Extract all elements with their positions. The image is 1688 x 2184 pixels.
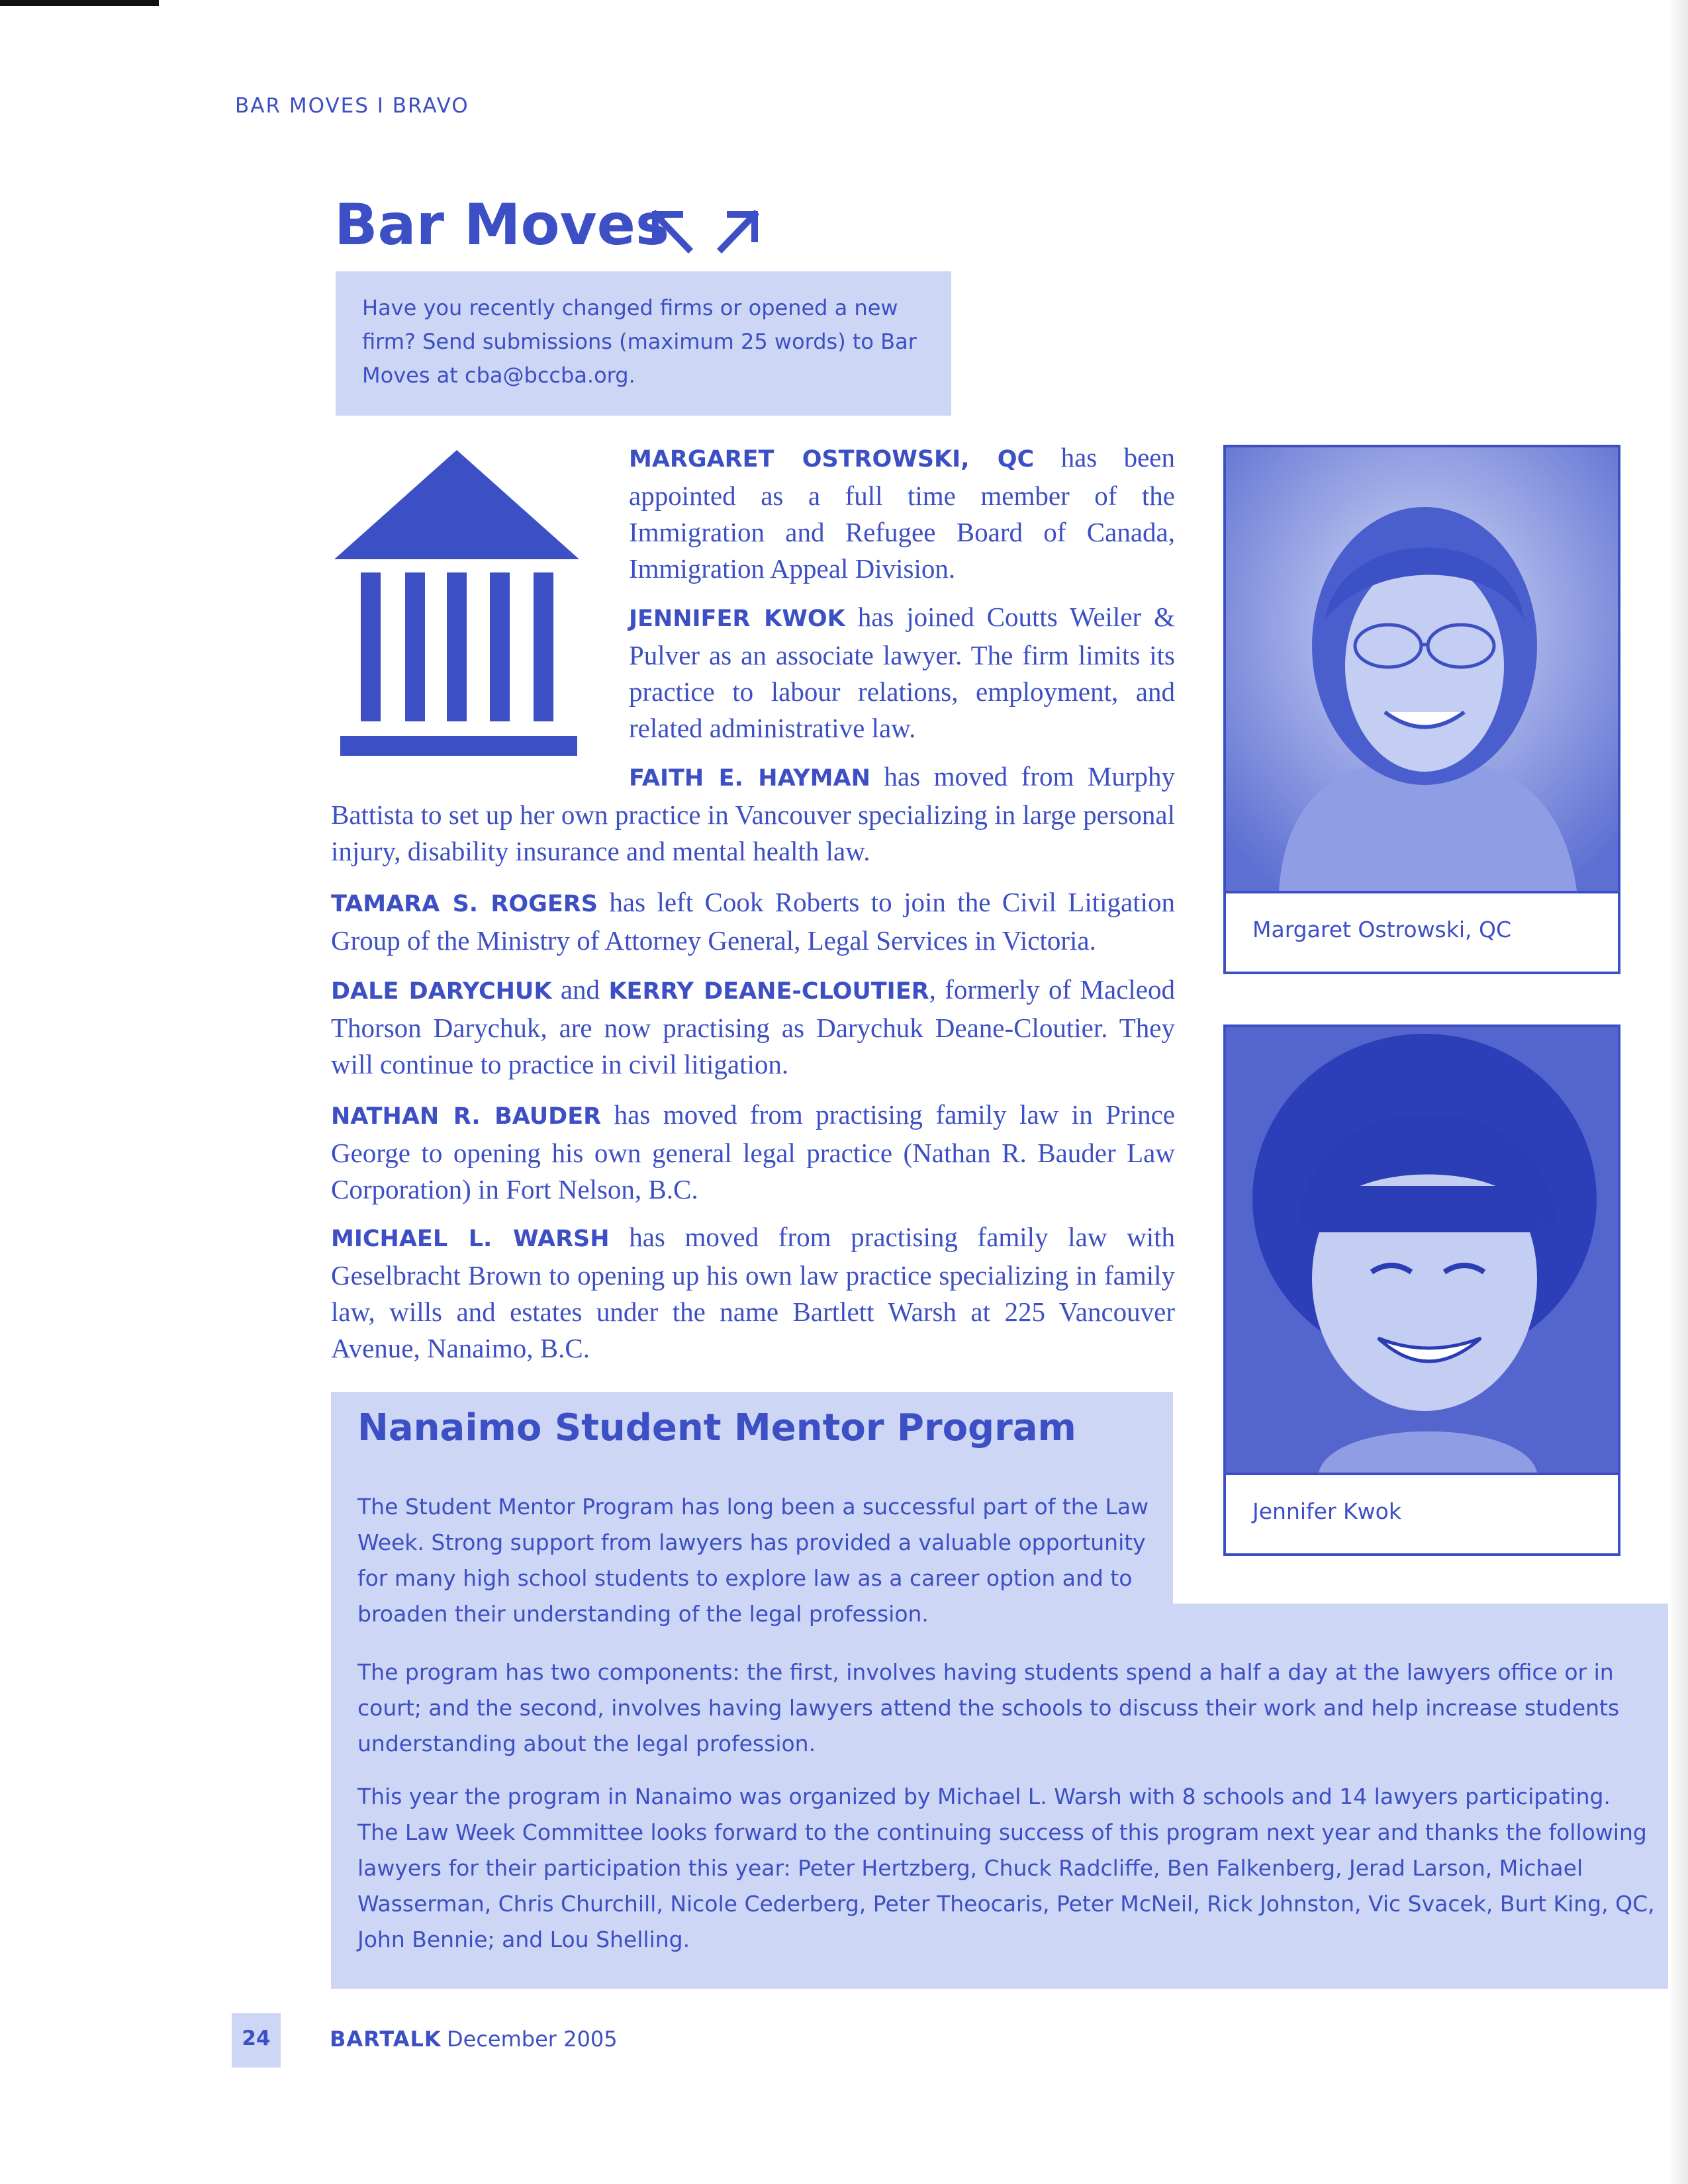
issue-date: December 2005 — [447, 2026, 618, 2052]
move-entry — [331, 972, 1175, 1083]
move-entry — [331, 1219, 1175, 1367]
move-text: has joined Coutts Weiler & Pulver as an associate lawyer. The firm limits its practice to labour relations, employment, and related administrative law. — [629, 602, 1175, 743]
portrait-photo-jennifer — [1223, 1024, 1620, 1556]
lawyer-name: TAMARA S. ROGERS — [331, 891, 598, 917]
photo-caption: Margaret Ostrowski, QC — [1226, 891, 1618, 972]
mentor-title: Nanaimo Student Mentor Program — [357, 1406, 1076, 1449]
lawyer-name: MARGARET OSTROWSKI, QC — [629, 446, 1035, 473]
move-text: has moved from Murphy Battista to set up her own practice in Vancouver specializing in large personal injury, disability insurance and mental health law. — [331, 761, 1175, 866]
lawyer-name: MICHAEL L. WARSH — [331, 1226, 610, 1252]
lawyer-name: JENNIFER KWOK — [629, 606, 845, 632]
move-entry — [331, 758, 1175, 870]
move-entry — [629, 439, 1175, 587]
move-text: has moved from practising family law in Prince George to opening his own general legal practice (Nathan R. Bauder Law Corporation) in Fort Nelson, B.C. — [331, 1099, 1175, 1205]
diagonal-arrows-icon — [642, 203, 774, 262]
mentor-paragraph: The program has two components: the first, involves having students spend a half a day at the lawyers office or in court; and the second, involves having lawyers attend the schools to discuss their work and help increase students understanding about the legal profession. — [357, 1659, 1620, 1756]
lawyer-name: DALE DARYCHUK — [331, 978, 552, 1005]
portrait-image — [1226, 1027, 1618, 1473]
move-entry — [629, 599, 1175, 747]
mentor-paragraph: The Student Mentor Program has long been a successful part of the Law Week. Strong support from lawyers has provided a valuable opportunity for many high school students to explore law as a career option and to broaden their understanding of the legal profession. — [357, 1494, 1149, 1627]
section-label: BAR MOVES I BRAVO — [235, 94, 469, 118]
page-title: Bar Moves — [334, 192, 670, 258]
publication-name: BARTALK — [330, 2026, 442, 2052]
page-edge-shadow — [1668, 0, 1688, 2184]
lawyer-name: FAITH E. HAYMAN — [629, 765, 870, 792]
move-entry — [331, 884, 1175, 959]
portrait-image — [1226, 447, 1618, 891]
lawyer-name-second: KERRY DEANE-CLOUTIER — [608, 978, 929, 1005]
lawyer-name: NATHAN R. BAUDER — [331, 1103, 602, 1130]
move-text: has left Cook Roberts to join the Civil Litigation Group of the Ministry of Attorney General, Legal Services in Victoria. — [331, 887, 1175, 956]
page-number: 24 — [242, 2026, 271, 2050]
mentor-paragraph: This year the program in Nanaimo was organized by Michael L. Warsh with 8 schools and 14 lawyers participating. The Law Week Committee looks forward to the continuing success of this program next year and thanks the following lawyers for their participation this year: Peter Hertzberg, Chuck Radcliffe, Ben Falkenberg, Jerad Larson, Michael Wasserman, Chris Churchill, Nicole Cederberg, Peter Theocaris, Peter McNeil, Rick Johnston, Vic Svacek, Burt King, QC, John Bennie; and Lou Shelling. — [357, 1784, 1655, 1952]
move-text: has been appointed as a full time member of the Immigration and Refugee Board of Canada, Immigration Appeal Division. — [629, 442, 1175, 584]
move-entry — [331, 1097, 1175, 1208]
photo-caption: Jennifer Kwok — [1226, 1473, 1618, 1553]
submission-note — [336, 271, 951, 416]
move-text: has moved from practising family law with Geselbracht Brown to opening up his own law practice specializing in family law, wills and estates under the name Bartlett Warsh at 225 Vancouver Avenue, Nanaimo, B.C. — [331, 1222, 1176, 1363]
submission-note-text: Have you recently changed firms or opened a new firm? Send submissions (maximum 25 words) to Bar Moves at cba@bccba.org. — [362, 295, 917, 388]
portrait-photo-margaret — [1223, 445, 1620, 974]
courthouse-icon — [331, 450, 583, 761]
move-text: , formerly of Macleod Thorson Darychuk, are now practising as Darychuk Deane-Cloutier. They will continue to practice in civil litigation. — [331, 974, 1175, 1079]
top-crop-line — [0, 0, 159, 6]
move-joiner: and — [551, 974, 609, 1005]
